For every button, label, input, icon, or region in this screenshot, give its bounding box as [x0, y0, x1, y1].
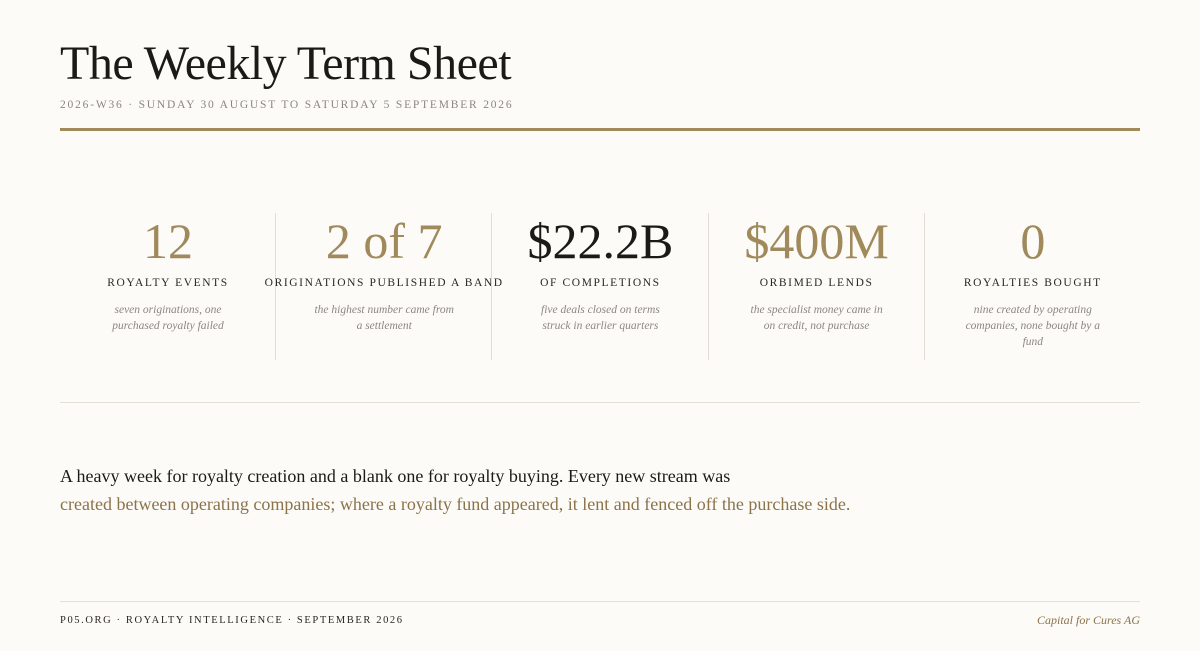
stat-orbimed-lends: [708, 213, 924, 360]
header-divider: [60, 128, 1140, 131]
section-divider: [60, 402, 1140, 403]
stat-value: $22.2B: [527, 213, 674, 269]
stat-note: five deals closed on terms struck in earlier quarters: [541, 304, 660, 332]
summary-line-2: created between operating companies; where a royalty fund appeared, it lent and fenced off the purchase side.: [60, 494, 851, 514]
stat-value: $400M: [744, 213, 889, 269]
footer-source: P05.ORG · ROYALTY INTELLIGENCE · SEPTEMBER 2026: [60, 615, 404, 626]
stat-note: nine created by operating companies, none bought by a fund: [965, 304, 1101, 348]
footer-publisher: Capital for Cures AG: [1036, 613, 1140, 627]
stat-royalty-events: [60, 213, 275, 360]
footer-divider: [60, 601, 1140, 602]
stat-note: seven originations, one purchased royalty failed: [112, 304, 224, 332]
stat-value: 12: [143, 213, 193, 269]
stats-row: [60, 213, 1140, 360]
date-range-subtitle: 2026-W36 · SUNDAY 30 AUGUST TO SATURDAY 5 SEPTEMBER 2026: [60, 99, 514, 111]
stat-note: the specialist money came in on credit, not purchase: [750, 304, 883, 332]
summary-paragraph: [60, 462, 1140, 518]
stat-note: the highest number came from a settlement: [314, 304, 454, 332]
stat-royalties-bought: [924, 213, 1140, 360]
stat-label: ORIGINATIONS PUBLISHED A BAND: [264, 277, 504, 289]
summary-line-1: A heavy week for royalty creation and a blank one for royalty buying. Every new stream was: [60, 466, 731, 486]
stat-label: ORBIMED LENDS: [759, 277, 874, 289]
term-sheet-page: [60, 0, 1140, 651]
stat-label: ROYALTIES BOUGHT: [963, 277, 1102, 289]
stat-label: OF COMPLETIONS: [540, 277, 661, 289]
stat-originations-band: [264, 213, 504, 360]
stat-value: 0: [1020, 213, 1046, 269]
stat-value: 2 of 7: [325, 213, 443, 269]
stat-completions: [491, 213, 707, 360]
stat-label: ROYALTY EVENTS: [107, 277, 229, 289]
page-title: The Weekly Term Sheet: [60, 37, 512, 90]
